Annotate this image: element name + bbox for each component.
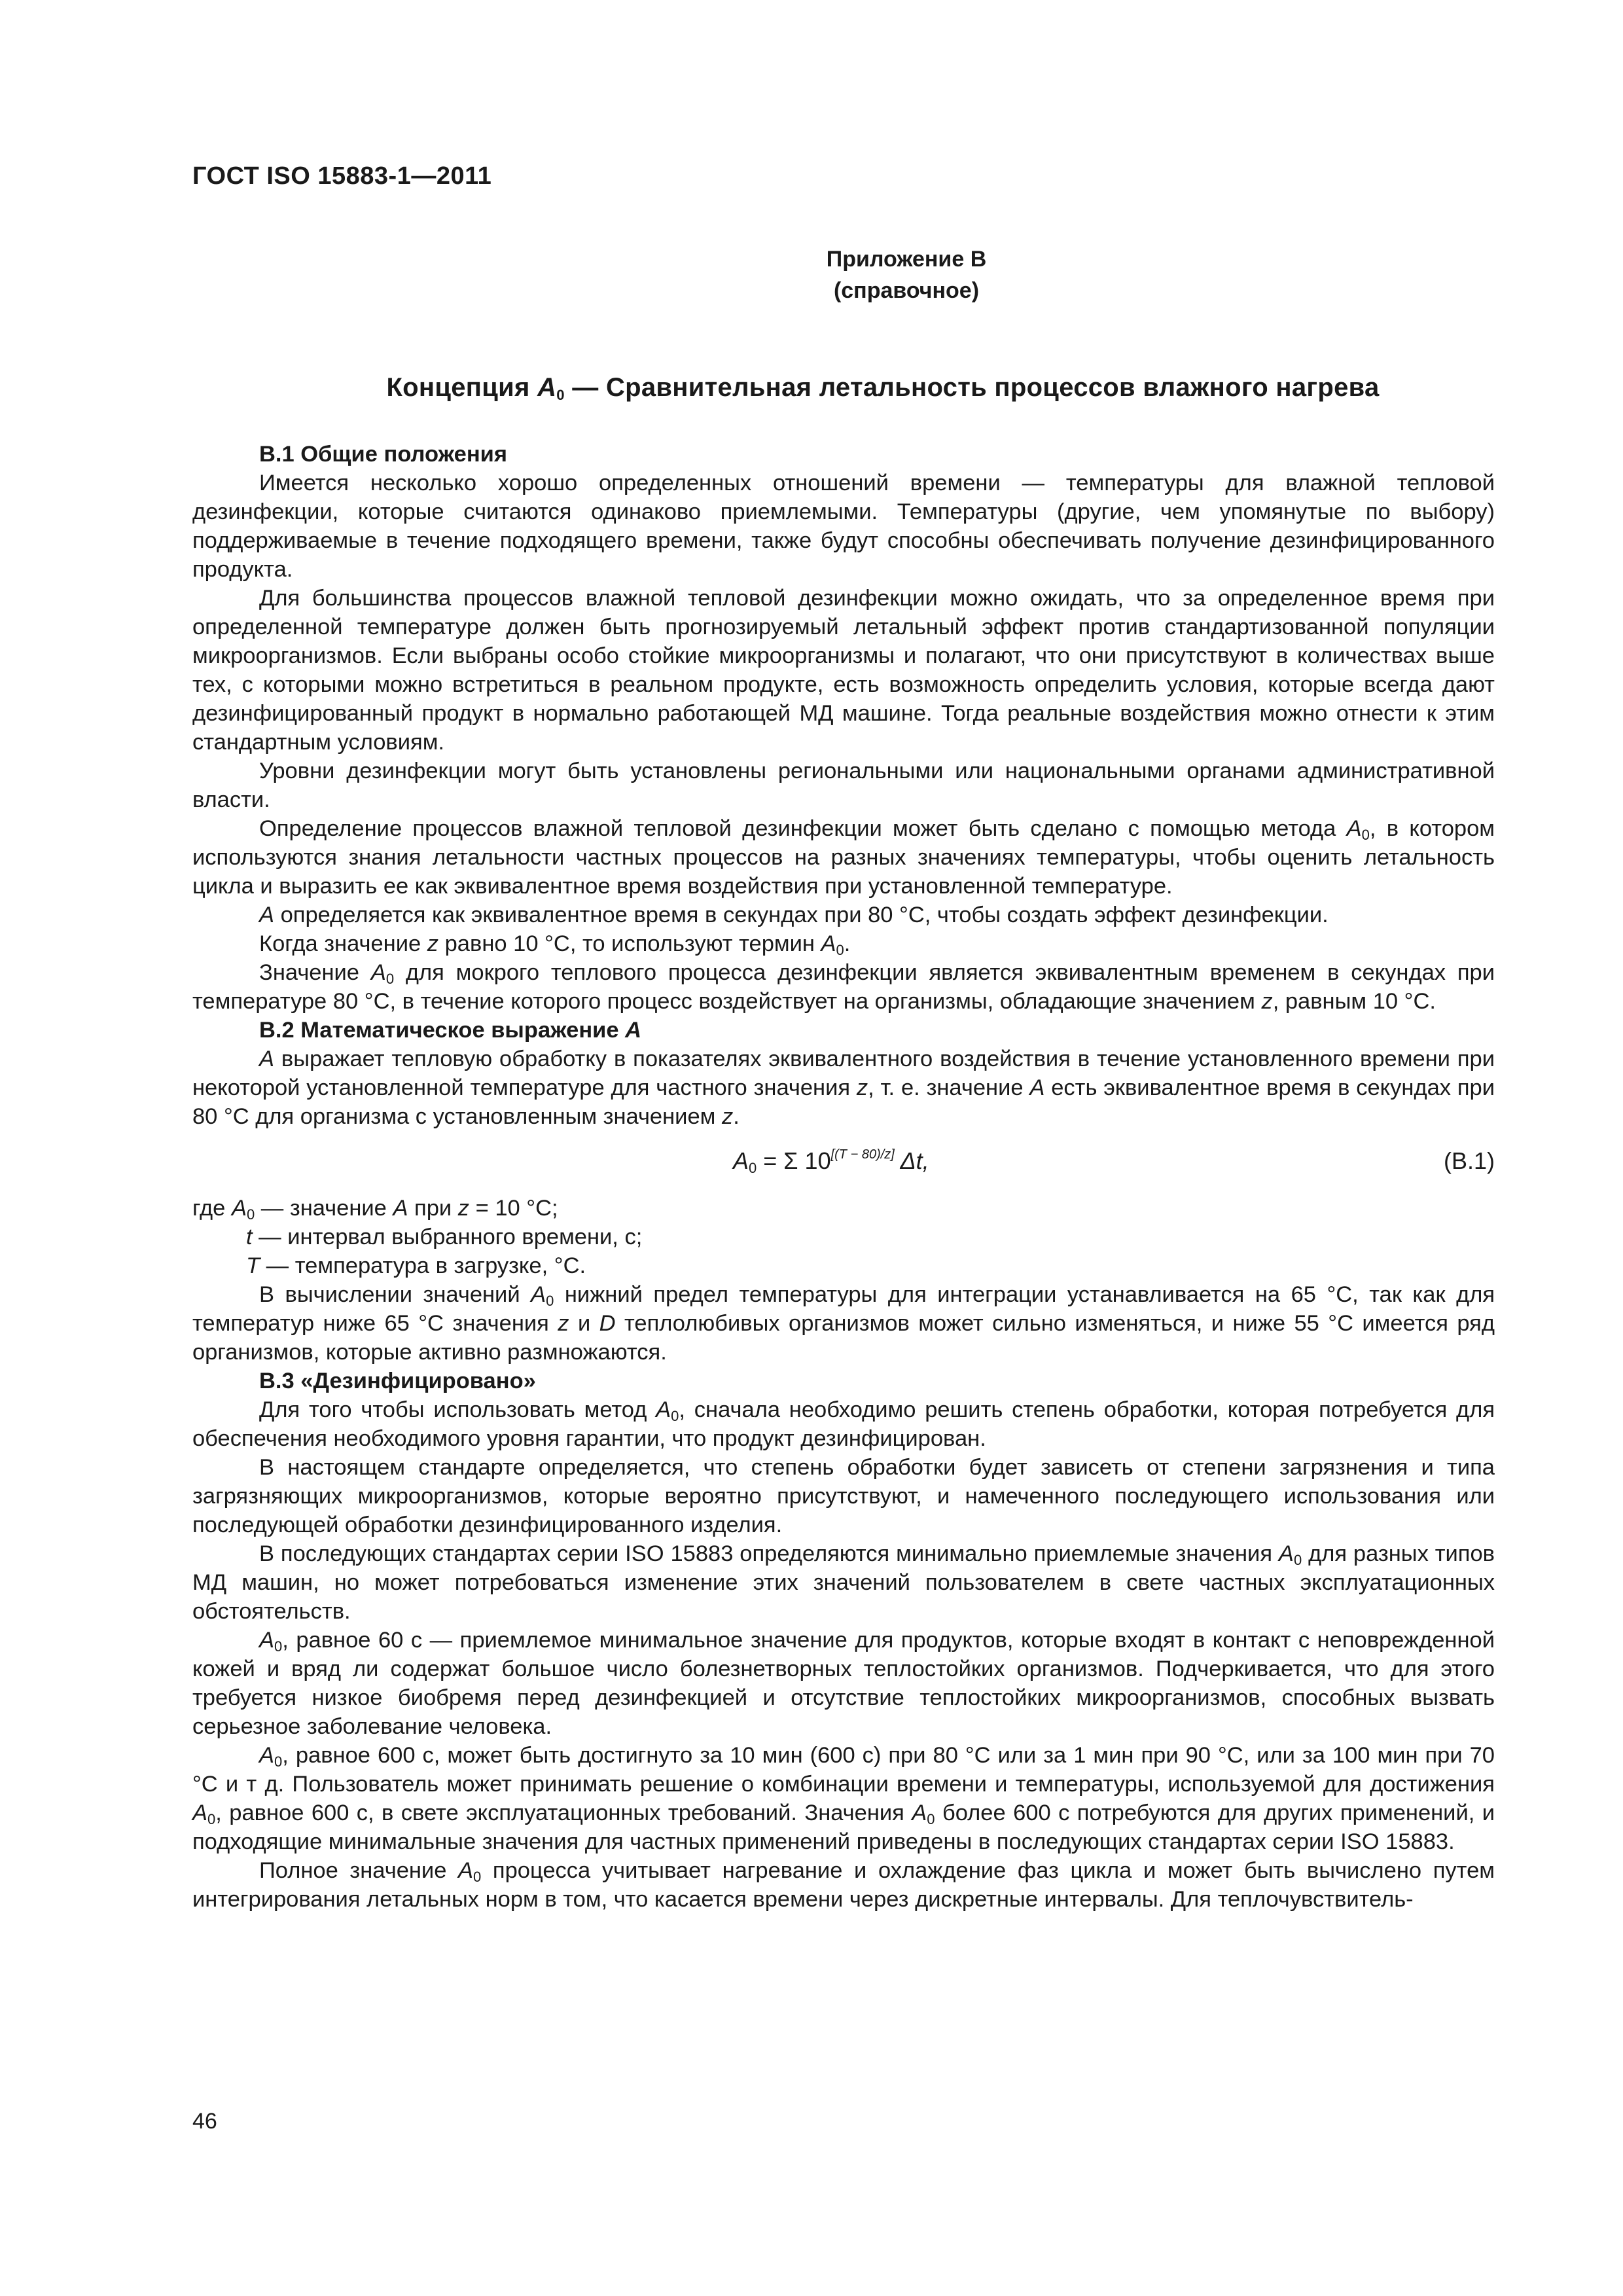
paragraph: A выражает тепловую обработку в показателях эквивалентного воздействия в течение установленного времени при некоторой установленной температуре для частного значения z, т. е. значение A есть эквивалентное время в секундах при 80 °С для организма с установленным значением z. — [192, 1047, 1495, 1129]
formula-legend: где $A_0$ — значение A при z = 10 °С; t — интервал выбранного времени, с; T — температура в загрузке, °С. — [192, 1194, 1495, 1280]
paragraph: В вычислении значений $A_0$ нижний предел температуры для интеграции устанавливается на 65 °С, так как для температур ниже 65 °С значения z и D теплолюбивых организмов может сильно изменяться, и ниже 55 °С имеется ряд организмов, которые активно размножаются. — [192, 1282, 1495, 1365]
paragraph: A определяется как эквивалентное время в секундах при 80 °С, чтобы создать эффект дезинфекции. — [259, 903, 1329, 927]
paragraph: $A_0$, равное 60 с — приемлемое минимальное значение для продуктов, которые входят в контакт с неповрежденной кожей и вряд ли содержат большое число болезнетворных теплостойких организмов. Подчеркивается, что для этого требуется низкое биобремя перед дезинфекцией и отсутствие теплостойких микроорганизмов, способных вызвать серьезное заболевание человека. — [192, 1628, 1495, 1739]
paragraph: Когда значение z равно 10 °С, то используют термин $A_0$. — [259, 931, 851, 958]
page-number: 46 — [192, 2109, 217, 2134]
page-title: Концепция $A_0$ — Сравнительная летальность процессов влажного нагрева — [386, 373, 1380, 403]
paragraph: Определение процессов влажной тепловой дезинфекции может быть сделано с помощью метода $A_0$, в котором используются знания летальности частных процессов на разных значениях температуры, чтобы оценить летальность цикла и выразить ее как эквивалентное время воздействия при установленной температуре. — [192, 816, 1495, 899]
formula-expression: $A_0 = \Sigma$ 10[(T − 80)/z] Δt, — [733, 1147, 929, 1176]
document-body — [192, 440, 1495, 1914]
paragraph: Значение $A_0$ для мокрого теплового процесса дезинфекции является эквивалентным временем в секундах при температуре 80 °С, в течение которого процесс воздействует на организмы, обладающие значением z, равным 10 °С. — [192, 960, 1495, 1014]
annex-heading — [0, 243, 1623, 306]
section-heading-b3: В.3 «Дезинфицировано» — [259, 1369, 536, 1393]
section-heading-b2: В.2 Математическое выражение A — [259, 1018, 642, 1043]
document-code: ГОСТ ISO 15883-1—2011 — [192, 162, 492, 190]
paragraph: Полное значение $A_0$ процесса учитывает нагревание и охлаждение фаз цикла и может быть вычислено путем интегрирования летальных норм в том, что касается времени через дискретные интервалы. Для теплочувствитель- — [192, 1858, 1495, 1912]
annex-status: (справочное) — [833, 278, 980, 303]
paragraph: Для того чтобы использовать метод $A_0$, сначала необходимо решить степень обработки, которая потребуется для обеспечения необходимого уровня гарантии, что продукт дезинфицирован. — [192, 1397, 1495, 1451]
paragraph: Уровни дезинфекции могут быть установлены региональными или национальными органами административной власти. — [192, 759, 1495, 812]
legend-line: T — температура в загрузке, °С. — [246, 1253, 586, 1278]
annex-title: Приложение В — [826, 247, 987, 272]
paragraph: Для большинства процессов влажной тепловой дезинфекции можно ожидать, что за определенное время при определенной температуре должен быть прогнозируемый летальный эффект против стандартизованной популяции микроорганизмов. Если выбраны особо стойкие микроорганизмы и полагают, что они присутствуют в количествах выше тех, с которыми можно встретиться в реальном продукте, есть возможность определить условия, которые всегда дают дезинфицированный продукт в нормально работающей МД машине. Тогда реальные воздействия можно отнести к этим стандартным условиям. — [192, 586, 1495, 755]
paragraph: В настоящем стандарте определяется, что степень обработки будет зависеть от степени загрязнения и типа загрязняющих микроорганизмов, которые вероятно присутствуют, и намеченного последующего использования или последующей обработки дезинфицированного изделия. — [192, 1455, 1495, 1537]
section-heading-b1: В.1 Общие положения — [259, 442, 508, 467]
formula-number: (В.1) — [1443, 1147, 1495, 1174]
legend-line: t — интервал выбранного времени, с; — [246, 1225, 643, 1249]
paragraph: В последующих стандартах серии ISO 15883 определяются минимально приемлемые значения $A_0$ для разных типов МД машин, но может потребоваться изменение этих значений пользователем в свете частных эксплуатационных обстоятельств. — [192, 1541, 1495, 1624]
paragraph: $A_0$, равное 600 с, может быть достигнуто за 10 мин (600 с) при 80 °С или за 1 мин при 90 °С, или за 100 мин при 70 °С и т д. Пользователь может принимать решение о комбинации времени и температуры, используемой для достижения $A_0$, равное 600 с, в свете эксплуатационных требований. Значения $A_0$ более 600 с потребуются для других применений, и подходящие минимальные значения для частных применений приведены в последующих стандартах серии ISO 15883. — [192, 1743, 1495, 1854]
paragraph: Имеется несколько хорошо определенных отношений времени — температуры для влажной тепловой дезинфекции, которые считаются одинаково приемлемыми. Температуры (другие, чем упомянутые по выбору) поддерживаемые в течение подходящего времени, также будут способны обеспечивать получение дезинфицированного продукта. — [192, 471, 1495, 582]
formula-b1 — [192, 1139, 1495, 1182]
